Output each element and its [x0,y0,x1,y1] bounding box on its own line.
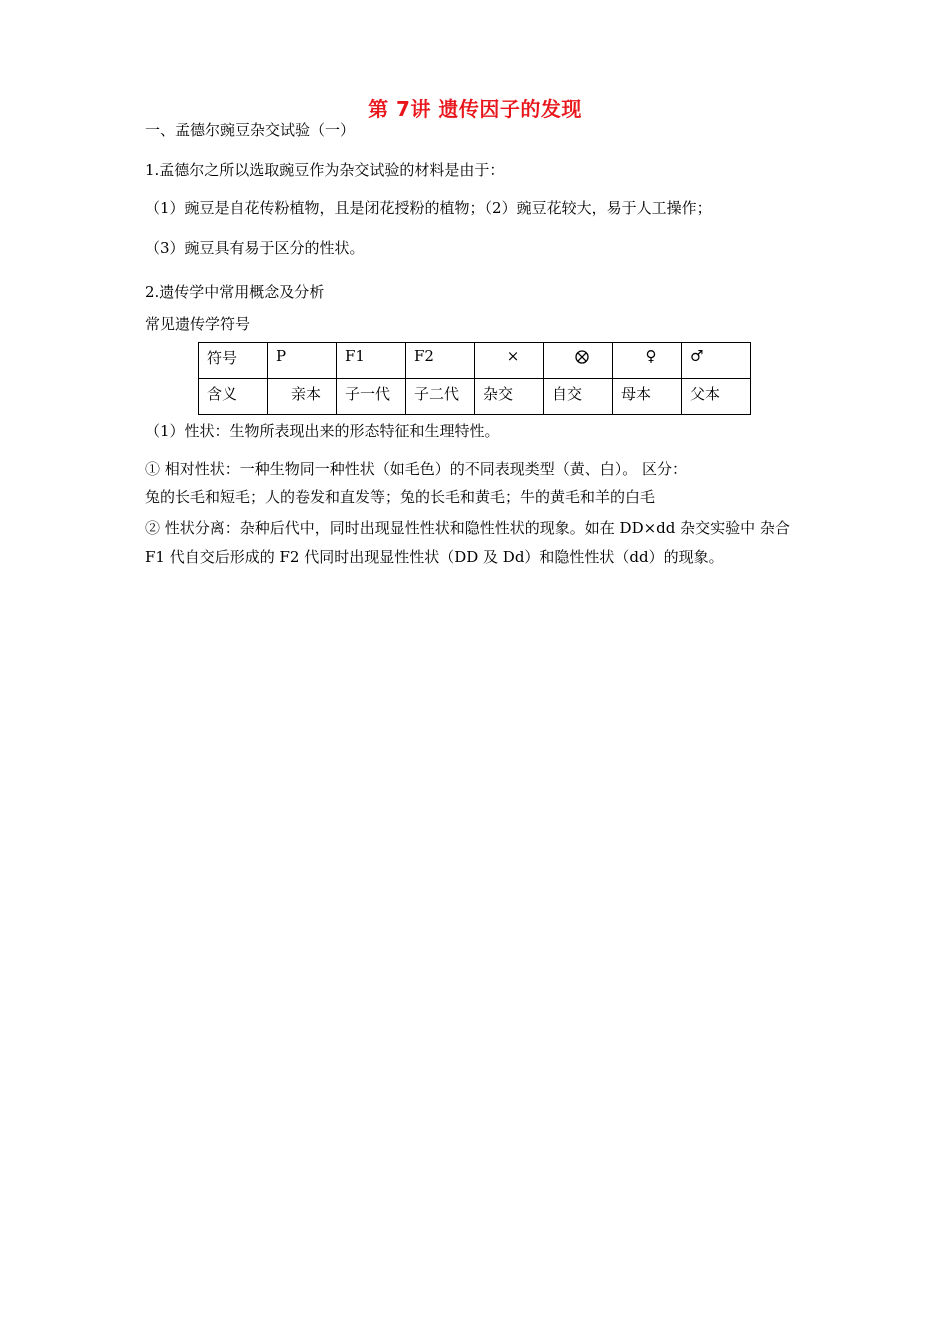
circled-times-icon [575,350,589,364]
genetics-symbols-table [198,342,751,415]
item-2: 2.遗传学中常用概念及分析 [145,283,325,301]
page-title: 第 7讲 遗传因子的发现 [368,97,582,121]
symbols-caption: 常见遗传学符号 [145,315,251,333]
table-row [199,343,751,379]
table-cell: F1 [337,343,406,379]
table-cell: P [268,343,337,379]
female-symbol-cell: ♀ [613,343,682,379]
table-cell: 子二代 [406,379,475,415]
item-1-reasons-a: （1）豌豆是自花传粉植物，且是闭花授粉的植物；（2）豌豆花较大，易于人工操作； [145,199,712,217]
table-header-cell: 含义 [199,379,268,415]
selfing-symbol-cell [544,343,613,379]
cross-symbol-cell: × [475,343,544,379]
table-header-cell: 符号 [199,343,268,379]
item-1: 1.孟德尔之所以选取豌豆作为杂交试验的材料是由于： [145,161,505,179]
table-cell: 自交 [544,379,613,415]
table-cell: 杂交 [475,379,544,415]
table-cell: 母本 [613,379,682,415]
relative-trait: ① 相对性状：一种生物同一种性状（如毛色）的不同表现类型（黄、白）。 区分： [145,460,688,478]
table-cell: 子一代 [337,379,406,415]
trait-segregation: ② 性状分离：杂种后代中，同时出现显性性状和隐性性状的现象。如在 DD×dd 杂交实验中 杂合 F1 代自交后形成的 F2 代同时出现显性性状（DD 及 Dd）和隐性性状（dd）的现象。 [145,519,790,566]
table-cell: 父本 [682,379,751,415]
male-symbol-cell: ♂ [682,343,751,379]
table-cell: F2 [406,343,475,379]
trait-definition: （1）性状：生物所表现出来的形态特征和生理特性。 [145,422,500,440]
section-heading: 一、孟德尔豌豆杂交试验（一） [145,121,356,139]
item-1-reasons-b: （3）豌豆具有易于区分的性状。 [145,239,365,257]
relative-trait-examples: 兔的长毛和短毛；人的卷发和直发等；兔的长毛和黄毛；牛的黄毛和羊的白毛 [145,488,656,506]
table-row [199,379,751,415]
table-cell: 亲本 [268,379,337,415]
